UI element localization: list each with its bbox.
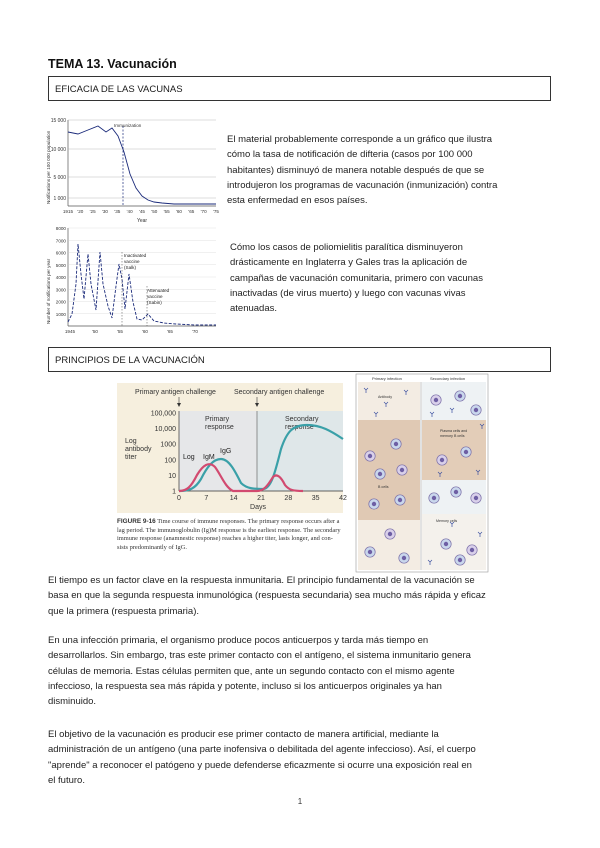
cell-nucleus — [464, 450, 468, 454]
cell-nucleus — [470, 548, 474, 552]
diphtheria-ytick: 10 000 — [50, 147, 66, 153]
section-heading-principles-text: PRINCIPIOS DE LA VACUNACIÓN — [55, 355, 205, 366]
diphtheria-xtick: '70 — [200, 209, 207, 214]
immune-ytick: 100,000 — [150, 410, 176, 418]
immune-ytick: 1000 — [160, 441, 176, 449]
antibody-label: Antibody — [378, 395, 392, 399]
text-line: Cómo los casos de poliomielitis paralítica disminuyeron — [230, 242, 463, 253]
polio-ylabel: Number of notifications per year — [46, 258, 51, 324]
immune-ylabel: Log antibody titer — [125, 438, 152, 461]
text-line: infeccioso, la respuesta sea más rápida y potente, incluso si los anticuerpos originales ya han — [48, 680, 442, 692]
text-line: atenuadas. — [230, 303, 278, 315]
cell-nucleus — [432, 496, 436, 500]
text-line: disminuido. — [48, 696, 97, 708]
diphtheria-xtick: '55 — [163, 209, 170, 214]
log-label: Log — [183, 454, 195, 461]
text-line: El objetivo de la vacunación es producir ese primer contacto de manera artificial, mediante la — [48, 729, 439, 740]
cell-nucleus — [372, 502, 376, 506]
polio-attenuated-label: Attenuated vaccine (Sabin) — [147, 288, 170, 305]
diphtheria-xticks — [63, 209, 220, 214]
cell-nucleus — [394, 442, 398, 446]
diphtheria-ytick: 15 000 — [50, 118, 66, 124]
diphtheria-xtick: '75 — [213, 209, 219, 214]
text-line: inactivadas (de virus muerto) y luego con vacunas vivas — [230, 287, 466, 299]
diphtheria-xtick: '30 — [102, 209, 108, 214]
diphtheria-chart — [44, 112, 224, 224]
immune-xtick: 42 — [339, 495, 347, 502]
caption-label: FIGURE 9-16 — [117, 518, 156, 525]
immune-xtick: 14 — [229, 495, 238, 502]
diphtheria-paragraph — [227, 132, 557, 208]
cell-nucleus — [400, 468, 404, 472]
caption-line: response is the earliest response. The secondary immune response — [117, 526, 341, 543]
polio-yticks — [56, 226, 67, 317]
immune-ytick: 1 — [172, 488, 176, 496]
diphtheria-ytick: 1 000 — [53, 196, 66, 202]
figure-caption — [117, 518, 342, 552]
cell-nucleus — [378, 472, 382, 476]
text-line: "aprende" a reconocer el patógeno y puede defenderse eficazmente si ocurre una exposición real en — [48, 759, 472, 771]
immune-ytick: 100 — [164, 457, 176, 465]
text-line: basa en que la segunda respuesta inmunológica (respuesta secundaria) sea mucho más rápida y eficaz — [48, 590, 486, 602]
polio-ytick: 4000 — [55, 275, 66, 280]
immune-cells-diagram — [356, 374, 488, 572]
cell-nucleus — [474, 408, 478, 412]
diphtheria-xtick: '20 — [77, 209, 84, 214]
primary-response-label: Primary response — [205, 416, 234, 431]
cell-nucleus — [398, 498, 402, 502]
cell-nucleus — [440, 458, 444, 462]
polio-ytick: 6000 — [55, 250, 66, 256]
caption-line: response occurs after a lag period. The immunoglobulin (Ig)M — [117, 518, 340, 534]
diphtheria-xtick: '40 — [126, 209, 133, 214]
cell-nucleus — [458, 558, 462, 562]
body-paragraph-1 — [48, 573, 553, 619]
polio-xtick: '70 — [192, 329, 198, 334]
text-line: desarrollarlos. Sin embargo, tras este primer contacto con el antígeno, el sistema inmunitario genera — [48, 650, 471, 662]
immune-response-chart — [117, 383, 347, 513]
polio-xtick: 1945 — [64, 329, 76, 334]
text-line: En una infección primaria, el organismo produce pocos anticuerpos y tarda más tiempo en — [48, 635, 429, 646]
cell-nucleus — [454, 490, 458, 494]
immune-xtick: 7 — [204, 495, 209, 502]
polio-ytick: 1000 — [55, 311, 66, 317]
text-line: El tiempo es un factor clave en la respuesta inmunitaria. El principio fundamental de la vacunación se — [48, 575, 475, 586]
caption-line: (anamnestic response) reaches a higher titer, lasts longer, and con- — [163, 535, 333, 543]
immune-ytick: 10 — [168, 472, 176, 480]
polio-paragraph — [230, 240, 560, 316]
immune-ytick: 10,000 — [154, 426, 176, 434]
text-line: el futuro. — [48, 774, 85, 786]
diphtheria-xtick: '25 — [89, 209, 96, 214]
polio-chart — [44, 224, 224, 340]
text-line: habitantes) disminuyó de manera notable después de que se — [227, 164, 485, 176]
diphtheria-ylabel: Notifications per 100 000 population — [46, 130, 51, 204]
diphtheria-xtick: '45 — [139, 209, 145, 214]
secondary-challenge-label: Secondary antigen challenge — [234, 389, 325, 396]
diphtheria-xlabel: Year — [136, 218, 148, 224]
text-line: drásticamente en Inglaterra y Gales tras la aplicación de — [230, 257, 468, 269]
diphtheria-xtick: '35 — [114, 209, 121, 214]
polio-inactivated-label: Inactivated vaccine (Salk) — [124, 253, 147, 270]
cell-nucleus — [434, 398, 438, 402]
diphtheria-annotation: Immunization — [114, 123, 142, 128]
cell-nucleus — [388, 532, 392, 536]
diphtheria-xtick: '50 — [151, 209, 158, 214]
section-heading-efficacy — [48, 76, 551, 101]
body-paragraph-3 — [48, 727, 553, 788]
polio-xtick: '50 — [92, 329, 98, 334]
secondary-infection-header: Secondary infection — [430, 376, 466, 381]
igm-label: IgM — [203, 454, 215, 461]
diphtheria-ytick: 5 000 — [53, 175, 66, 181]
polio-ytick: 3000 — [55, 287, 66, 293]
primary-infection-header: Primary infection — [372, 376, 402, 381]
b-cells-label: B cells — [378, 485, 389, 489]
text-line: administración de un antígeno (una parte inofensiva o debilitada del agente infeccioso). Así, el cuerpo — [48, 744, 476, 756]
text-line: que la primera (respuesta primaria). — [48, 605, 200, 617]
primary-challenge-label: Primary antigen challenge — [135, 389, 216, 396]
polio-ytick: 8000 — [55, 226, 66, 231]
immune-xtick: 21 — [257, 495, 265, 502]
immune-xlabel: Days — [250, 504, 266, 511]
diphtheria-xtick: 1915 — [62, 209, 74, 214]
diphtheria-line — [68, 126, 216, 204]
page-title: TEMA 13. Vacunación — [48, 57, 177, 71]
immune-xtick: 28 — [284, 495, 293, 502]
memory-b-label: Plasma cells and memory B cells — [440, 429, 468, 438]
polio-ytick: 7000 — [55, 238, 66, 244]
caption-line: sists predominantly of IgG. — [117, 543, 187, 551]
text-line: introdujeron los programas de vacunación (inmunización) contra — [227, 179, 498, 191]
text-line: El material probablemente corresponde a un gráfico que ilustra — [227, 134, 493, 145]
cell-nucleus — [402, 556, 406, 560]
memory-cells-label: Memory cells — [436, 519, 458, 523]
cell-nucleus — [458, 394, 462, 398]
immune-xtick: 0 — [177, 495, 181, 502]
body-paragraph-2 — [48, 633, 553, 709]
cell-nucleus — [444, 542, 448, 546]
diphtheria-xtick: '65 — [188, 209, 195, 214]
diphtheria-xtick: '60 — [176, 209, 182, 214]
immune-xtick: 35 — [311, 495, 320, 502]
cell-nucleus — [368, 550, 372, 554]
text-line: cómo la tasa de notificación de difteria (casos por 100 000 — [227, 149, 473, 161]
polio-xtick: '60 — [142, 329, 148, 334]
text-line: células de memoria. Estas células permiten que, ante un segundo contacto con el mismo agente — [48, 665, 455, 677]
polio-ytick: 5000 — [55, 262, 66, 268]
polio-xtick: '65 — [167, 329, 173, 334]
page-number: 1 — [297, 797, 303, 806]
cell-nucleus — [368, 454, 372, 458]
polio-xtick: '55 — [117, 329, 123, 334]
text-line: esta enfermedad en esos países. — [227, 195, 368, 207]
igg-label: IgG — [220, 448, 232, 455]
secondary-response-label: Secondary response — [285, 416, 319, 431]
polio-ytick: 2000 — [55, 299, 66, 305]
caption-line: Time course of immune responses. The primary — [157, 518, 280, 525]
section-heading-principles — [48, 347, 551, 372]
section-heading-efficacy-text: EFICACIA DE LAS VACUNAS — [55, 84, 183, 95]
text-line: campañas de vacunación comunitaria, primero con vacunas — [230, 272, 483, 284]
cell-nucleus — [474, 496, 478, 500]
polio-xticks — [65, 329, 199, 334]
